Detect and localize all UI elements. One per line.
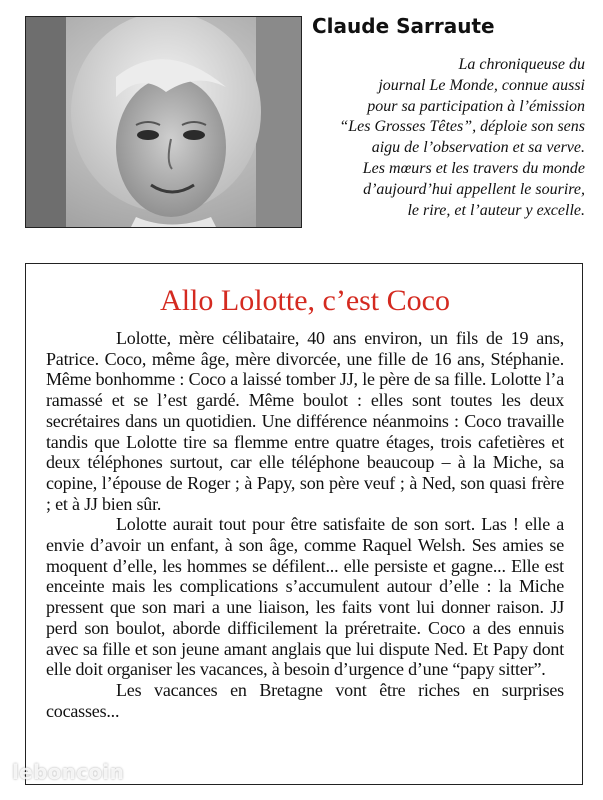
story-paragraph: Les vacances en Bretagne vont être riches en surprises cocasses... bbox=[46, 679, 564, 721]
author-name: Claude Sarraute bbox=[312, 14, 495, 38]
bio-line: La chroniqueuse du bbox=[458, 56, 585, 73]
bio-line: le rire, et l’auteur y excelle. bbox=[407, 201, 585, 219]
bio-line: d’aujourd’hui appellent le sourire, bbox=[363, 180, 585, 198]
portrait-image bbox=[26, 17, 301, 227]
bio-line: pour sa participation à l’émission bbox=[367, 97, 585, 115]
bio-line: Les mœurs et les travers du monde bbox=[362, 159, 585, 177]
author-bio bbox=[305, 55, 585, 221]
bio-line: aigu de l’observation et sa verve. bbox=[371, 139, 585, 157]
story-paragraph: Lolotte, mère célibataire, 40 ans environ, un fils de 19 ans, Patrice. Coco, même âge, mère divorcée, une fille de 16 ans, Stéphanie. Même bonhomme : Coco a laissé tomber JJ, le père de sa fille. Lolotte l’a ramassé et se l’est gardé. Même boulot : elles sont toutes les deux secrétaires dans un quotidien. Une différence néanmoins : Coco travaille tandis que Lolotte tire sa flemme entre quatre étages, trois cafetières et deux téléphones surtout, car elle téléphone beaucoup – à la Miche, sa copine, l’épouse de Roger ; à Papy, son père veuf ; à Ned, son quasi frère ; et à JJ bien sûr. bbox=[46, 328, 564, 514]
bio-line: “Les Grosses Têtes”, déploie son sens bbox=[339, 118, 585, 136]
story-box bbox=[25, 263, 583, 785]
story-text bbox=[46, 328, 564, 721]
story-title: Allo Lolotte, c’est Coco bbox=[160, 284, 450, 317]
author-photo bbox=[25, 16, 302, 228]
bio-line: journal Le Monde, connue aussi bbox=[378, 76, 585, 94]
story-paragraph: Lolotte aurait tout pour être satisfaite de son sort. Las ! elle a envie d’avoir un enfant, à son âge, comme Raquel Welsh. Ses amies se moquent d’elle, les hommes se défilent... elle persiste et gagne... Elle est enceinte mais les complications s’accumulent autour d’elle : la Miche pressent que son mari a une liaison, les faits vont lui donner raison. JJ perd son boulot, aborde difficilement la préretraite. Coco a des ennuis avec sa fille et son jeune amant anglais que lui dispute Ned. Et Papy dont elle doit organiser les vacances, à besoin d’urgence d’une “papy sitter”. bbox=[46, 514, 564, 680]
watermark-logo: leboncoin bbox=[12, 760, 125, 784]
